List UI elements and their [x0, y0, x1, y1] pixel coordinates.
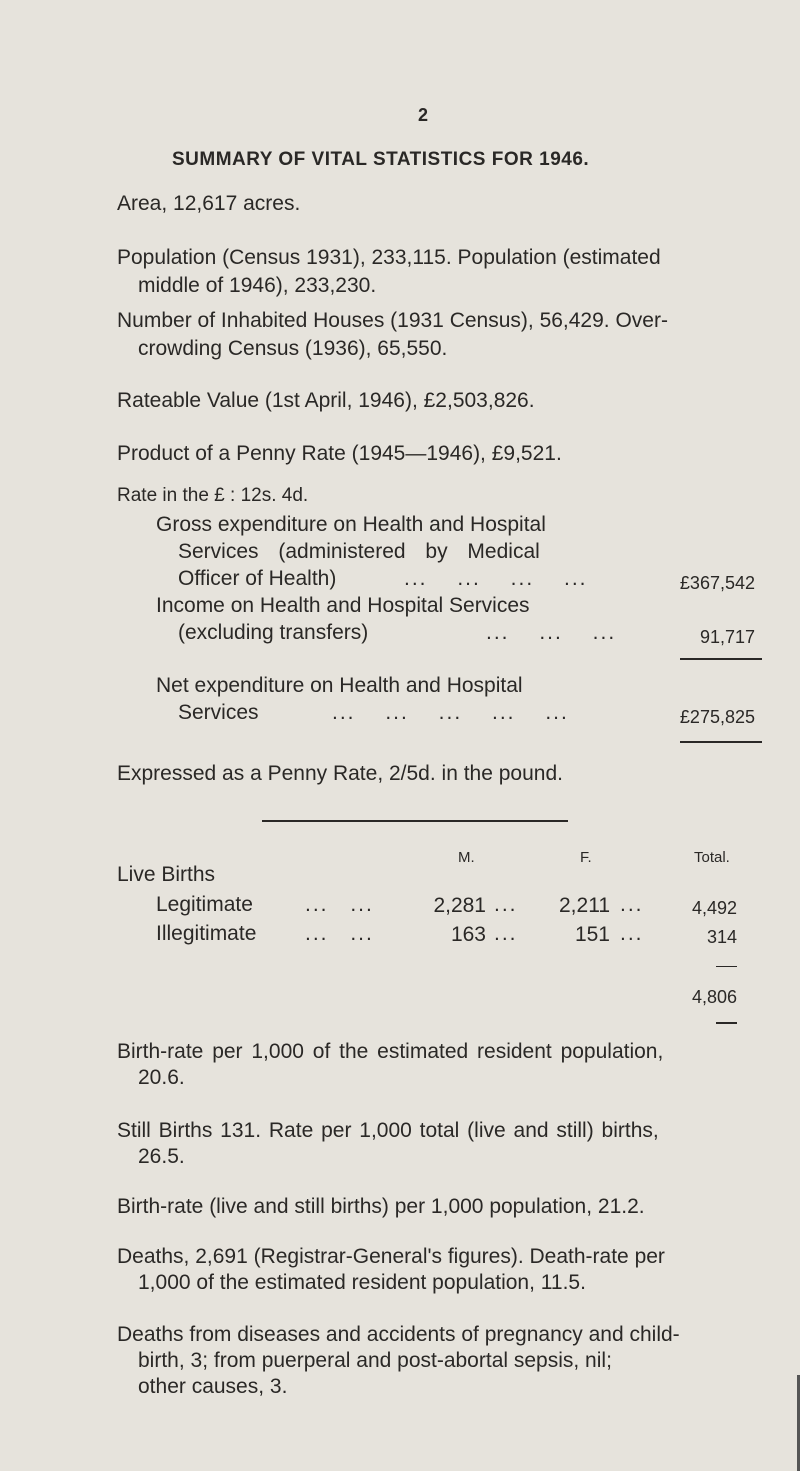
total-rule [680, 741, 762, 743]
gross-expenditure-line-1: Gross expenditure on Health and Hospital [156, 513, 546, 536]
table-row-legitimate-m: 2,281 [433, 894, 486, 917]
table-row-legitimate-leader: ... ... [305, 893, 374, 916]
table-row-legitimate-dots-2: ... [620, 893, 644, 916]
table-row-legitimate-f: 2,211 [559, 894, 610, 917]
maternal-deaths-line-1: Deaths from diseases and accidents of pregnancy and child- [117, 1323, 680, 1346]
page-number: 2 [418, 105, 429, 125]
table-row-legitimate-total: 4,492 [691, 898, 737, 918]
table-row-illegitimate-total: 314 [706, 927, 737, 947]
births-total-rule [716, 1022, 737, 1024]
income-leader: ... ... ... [486, 621, 617, 644]
table-row-illegitimate-dots-2: ... [620, 922, 644, 945]
section-divider [262, 820, 568, 822]
maternal-deaths-line-3: other causes, 3. [138, 1375, 288, 1398]
gross-expenditure-line-3: Officer of Health) [178, 567, 337, 590]
income-line-2: (excluding transfers) [178, 621, 369, 644]
table-row-illegitimate-m: 163 [450, 923, 486, 946]
gross-expenditure-value: £367,542 [679, 573, 755, 593]
column-header-f: F. [580, 849, 592, 866]
live-births-heading: Live Births [117, 863, 216, 886]
gross-expenditure-line-2: Services (administered by Medical [178, 540, 540, 563]
rate-in-pound-line: Rate in the £ : 12s. 4d. [117, 485, 309, 506]
houses-line-1: Number of Inhabited Houses (1931 Census), 56,429. Over- [117, 309, 668, 332]
net-expenditure-value: £275,825 [679, 707, 755, 727]
net-expenditure-line-2: Services [178, 701, 259, 724]
subtotal-rule [680, 658, 762, 660]
gross-expenditure-leader: ... ... ... ... [404, 567, 588, 590]
population-line-2: middle of 1946), 233,230. [138, 274, 377, 297]
births-subtotal-rule [716, 966, 737, 967]
rateable-value-line: Rateable Value (1st April, 1946), £2,503,826. [117, 389, 535, 412]
column-header-m: M. [458, 849, 475, 866]
deaths-line-1: Deaths, 2,691 (Registrar-General's figures). Death-rate per [117, 1245, 665, 1268]
births-grand-total: 4,806 [691, 987, 737, 1007]
birth-rate-line-2: 20.6. [138, 1066, 185, 1089]
table-row-illegitimate-f: 151 [574, 923, 610, 946]
page-title: SUMMARY OF VITAL STATISTICS FOR 1946. [172, 149, 590, 170]
income-line-1: Income on Health and Hospital Services [156, 594, 530, 617]
table-row-legitimate-dots-1: ... [494, 893, 518, 916]
still-births-line-1: Still Births 131. Rate per 1,000 total (live and still) births, [117, 1119, 659, 1142]
expressed-penny-rate-line: Expressed as a Penny Rate, 2/5d. in the pound. [117, 762, 563, 785]
table-row-illegitimate-dots-1: ... [494, 922, 518, 945]
income-value: 91,717 [699, 627, 755, 647]
penny-rate-line: Product of a Penny Rate (1945—1946), £9,521. [117, 442, 562, 465]
population-line-1: Population (Census 1931), 233,115. Population (estimated [117, 246, 661, 269]
birth-rate-line-1: Birth-rate per 1,000 of the estimated resident population, [117, 1040, 664, 1063]
area-line: Area, 12,617 acres. [117, 192, 301, 215]
table-row-legitimate-label: Legitimate [156, 893, 253, 916]
houses-line-2: crowding Census (1936), 65,550. [138, 337, 448, 360]
maternal-deaths-line-2: birth, 3; from puerperal and post-abortal sepsis, nil; [138, 1349, 612, 1372]
table-row-illegitimate-leader: ... ... [305, 922, 374, 945]
still-births-line-2: 26.5. [138, 1145, 185, 1168]
net-expenditure-line-1: Net expenditure on Health and Hospital [156, 674, 523, 697]
deaths-line-2: 1,000 of the estimated resident population, 11.5. [138, 1271, 586, 1294]
table-row-illegitimate-label: Illegitimate [156, 922, 257, 945]
net-expenditure-leader: ... ... ... ... ... [332, 701, 569, 724]
column-header-total: Total. [694, 849, 730, 866]
birth-rate-all-line: Birth-rate (live and still births) per 1,000 population, 21.2. [117, 1195, 645, 1218]
